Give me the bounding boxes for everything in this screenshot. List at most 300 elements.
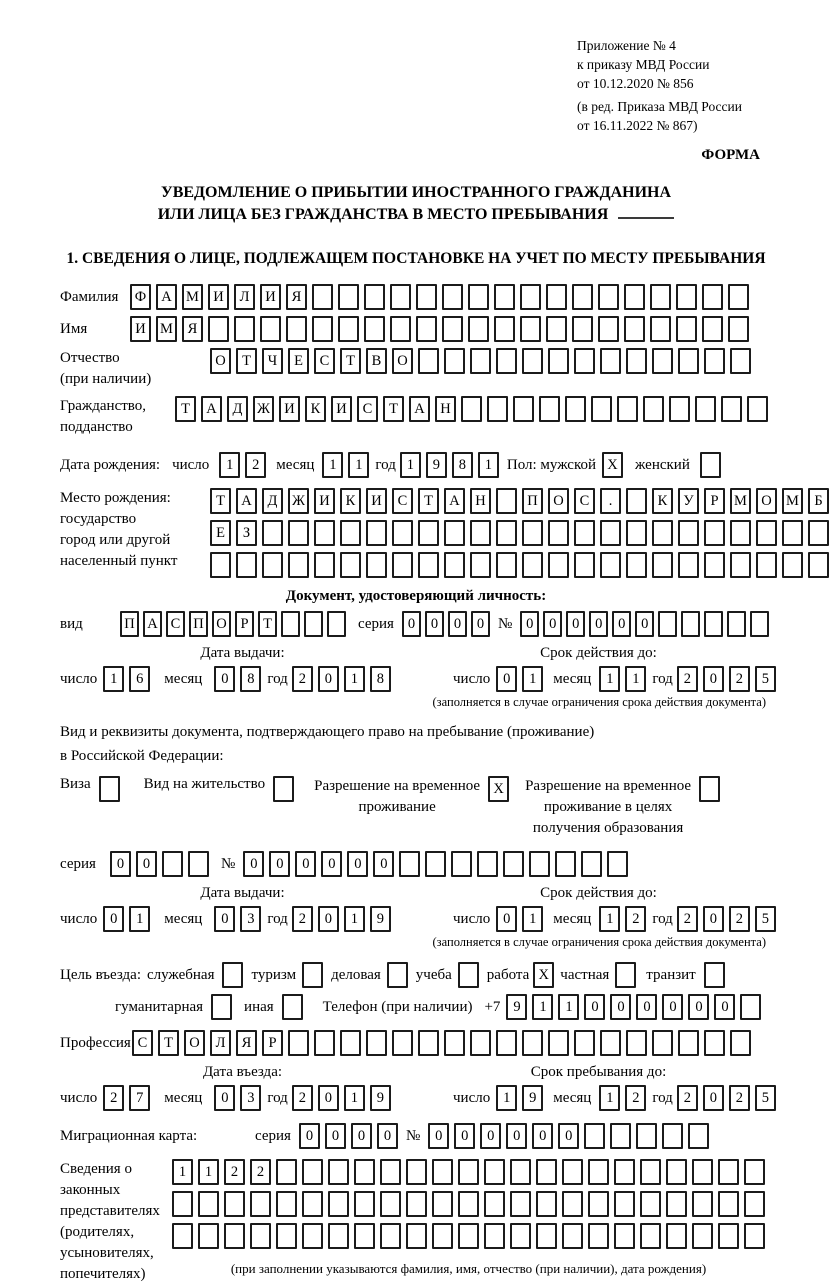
form-cell[interactable] [522,552,543,578]
form-cell[interactable] [392,1030,413,1056]
form-cell[interactable] [721,396,742,422]
form-cell[interactable] [496,520,517,546]
form-cell[interactable] [262,520,283,546]
form-cell[interactable]: Ж [253,396,274,422]
form-cell[interactable]: 0 [566,611,585,637]
purpose-business-checkbox[interactable] [387,962,408,988]
form-cell[interactable]: Т [158,1030,179,1056]
form-cell[interactable]: А [409,396,430,422]
form-cell[interactable] [555,851,576,877]
form-cell[interactable] [354,1223,375,1249]
form-cell[interactable] [276,1223,297,1249]
form-cell[interactable]: 0 [610,994,631,1020]
form-cell[interactable] [666,1159,687,1185]
form-cell[interactable] [756,520,777,546]
form-cell[interactable]: 9 [370,1085,391,1111]
form-cell[interactable]: А [201,396,222,422]
form-cell[interactable]: 2 [245,452,266,478]
form-cell[interactable] [727,611,746,637]
form-cell[interactable] [312,316,333,342]
form-cell[interactable] [198,1191,219,1217]
form-cell[interactable] [572,284,593,310]
form-cell[interactable]: 0 [299,1123,320,1149]
form-cell[interactable] [574,520,595,546]
form-cell[interactable] [643,396,664,422]
form-cell[interactable] [484,1223,505,1249]
form-cell[interactable] [636,1123,657,1149]
form-cell[interactable] [312,284,333,310]
form-cell[interactable] [704,1030,725,1056]
form-cell[interactable] [442,316,463,342]
form-cell[interactable]: И [331,396,352,422]
form-cell[interactable] [302,1159,323,1185]
form-cell[interactable] [588,1159,609,1185]
form-cell[interactable] [314,520,335,546]
form-cell[interactable]: 1 [532,994,553,1020]
purpose-private-checkbox[interactable] [615,962,636,988]
form-cell[interactable] [314,1030,335,1056]
form-cell[interactable] [458,1223,479,1249]
form-cell[interactable]: Т [236,348,257,374]
form-cell[interactable] [250,1191,271,1217]
form-cell[interactable] [276,1191,297,1217]
form-cell[interactable]: П [522,488,543,514]
form-cell[interactable] [281,611,300,637]
form-cell[interactable]: 1 [496,1085,517,1111]
form-cell[interactable] [327,611,346,637]
form-cell[interactable] [211,994,232,1020]
purpose-transit-checkbox[interactable] [704,962,725,988]
form-cell[interactable] [624,284,645,310]
form-cell[interactable] [718,1159,739,1185]
form-cell[interactable] [640,1223,661,1249]
form-cell[interactable] [607,851,628,877]
form-cell[interactable] [704,520,725,546]
form-cell[interactable]: О [212,611,231,637]
form-cell[interactable]: 2 [677,666,698,692]
form-cell[interactable] [650,284,671,310]
form-cell[interactable] [730,1030,751,1056]
form-cell[interactable]: 1 [198,1159,219,1185]
form-cell[interactable]: . [600,488,621,514]
form-cell[interactable] [718,1223,739,1249]
form-cell[interactable] [718,1191,739,1217]
form-cell[interactable] [406,1223,427,1249]
form-cell[interactable] [574,1030,595,1056]
form-cell[interactable] [536,1159,557,1185]
form-cell[interactable] [340,552,361,578]
form-cell[interactable]: И [279,396,300,422]
form-cell[interactable] [276,1159,297,1185]
form-cell[interactable]: 1 [344,906,365,932]
form-cell[interactable]: X [602,452,623,478]
form-cell[interactable] [340,1030,361,1056]
form-cell[interactable] [669,396,690,422]
form-cell[interactable] [640,1159,661,1185]
form-cell[interactable] [728,316,749,342]
form-cell[interactable]: 0 [373,851,394,877]
form-cell[interactable] [562,1191,583,1217]
purpose-study-checkbox[interactable] [458,962,479,988]
purpose-work-checkbox[interactable] [533,962,554,988]
form-cell[interactable]: О [210,348,231,374]
form-cell[interactable] [236,552,257,578]
form-cell[interactable] [598,316,619,342]
form-cell[interactable]: Д [262,488,283,514]
form-cell[interactable] [652,520,673,546]
form-cell[interactable]: 0 [703,666,724,692]
form-cell[interactable] [444,552,465,578]
form-cell[interactable] [626,552,647,578]
form-cell[interactable]: 0 [703,906,724,932]
form-cell[interactable] [562,1223,583,1249]
form-cell[interactable]: О [184,1030,205,1056]
form-cell[interactable] [418,552,439,578]
form-cell[interactable]: 1 [129,906,150,932]
form-cell[interactable] [354,1191,375,1217]
form-cell[interactable] [650,316,671,342]
form-cell[interactable]: Т [210,488,231,514]
form-cell[interactable] [224,1191,245,1217]
form-cell[interactable] [444,1030,465,1056]
form-cell[interactable] [704,962,725,988]
form-cell[interactable] [744,1223,765,1249]
form-cell[interactable] [600,520,621,546]
form-cell[interactable]: 0 [243,851,264,877]
form-cell[interactable] [444,348,465,374]
form-cell[interactable] [744,1191,765,1217]
form-cell[interactable]: 0 [636,994,657,1020]
form-cell[interactable]: 0 [584,994,605,1020]
form-cell[interactable] [162,851,183,877]
form-cell[interactable]: 1 [322,452,343,478]
form-cell[interactable] [614,1191,635,1217]
form-cell[interactable]: 0 [318,906,339,932]
form-cell[interactable] [548,552,569,578]
form-cell[interactable] [468,316,489,342]
form-cell[interactable]: К [652,488,673,514]
form-cell[interactable]: 1 [599,1085,620,1111]
form-cell[interactable]: 0 [269,851,290,877]
form-cell[interactable]: Т [383,396,404,422]
purpose-humanitarian-checkbox[interactable] [211,994,232,1020]
form-cell[interactable]: 1 [348,452,369,478]
residence-permit-checkbox[interactable] [273,776,294,802]
form-cell[interactable] [652,348,673,374]
form-cell[interactable]: 0 [321,851,342,877]
form-cell[interactable] [366,1030,387,1056]
form-cell[interactable]: 0 [318,666,339,692]
form-cell[interactable] [425,851,446,877]
form-cell[interactable]: 3 [240,906,261,932]
form-cell[interactable] [652,1030,673,1056]
form-cell[interactable]: 0 [347,851,368,877]
form-cell[interactable] [808,552,829,578]
form-cell[interactable] [522,1030,543,1056]
form-cell[interactable] [364,284,385,310]
form-cell[interactable] [740,994,761,1020]
form-cell[interactable] [808,520,829,546]
form-cell[interactable]: Т [175,396,196,422]
form-cell[interactable]: 7 [129,1085,150,1111]
form-cell[interactable]: 0 [377,1123,398,1149]
form-cell[interactable]: 2 [292,1085,313,1111]
form-cell[interactable]: 0 [318,1085,339,1111]
form-cell[interactable] [304,611,323,637]
form-cell[interactable]: 0 [214,1085,235,1111]
form-cell[interactable] [548,520,569,546]
form-cell[interactable]: 2 [729,906,750,932]
form-cell[interactable]: Н [435,396,456,422]
form-cell[interactable] [418,520,439,546]
form-cell[interactable] [704,348,725,374]
form-cell[interactable] [510,1159,531,1185]
form-cell[interactable]: 5 [755,906,776,932]
form-cell[interactable] [387,962,408,988]
form-cell[interactable] [678,552,699,578]
form-cell[interactable]: 8 [452,452,473,478]
purpose-tourism-checkbox[interactable] [302,962,323,988]
form-cell[interactable] [681,611,700,637]
form-cell[interactable] [416,316,437,342]
form-cell[interactable] [234,316,255,342]
form-cell[interactable]: М [730,488,751,514]
form-cell[interactable]: 9 [426,452,447,478]
form-cell[interactable]: 2 [250,1159,271,1185]
form-cell[interactable] [260,316,281,342]
form-cell[interactable] [494,284,515,310]
form-cell[interactable] [496,488,517,514]
form-cell[interactable]: 0 [448,611,467,637]
form-cell[interactable] [666,1223,687,1249]
form-cell[interactable]: У [678,488,699,514]
form-cell[interactable]: Л [210,1030,231,1056]
form-cell[interactable] [692,1159,713,1185]
form-cell[interactable]: С [166,611,185,637]
form-cell[interactable] [418,348,439,374]
form-cell[interactable] [572,316,593,342]
form-cell[interactable] [366,552,387,578]
form-cell[interactable]: Б [808,488,829,514]
form-cell[interactable]: Ж [288,488,309,514]
form-cell[interactable] [188,851,209,877]
form-cell[interactable] [314,552,335,578]
form-cell[interactable] [172,1223,193,1249]
form-cell[interactable]: Р [262,1030,283,1056]
form-cell[interactable]: 1 [344,666,365,692]
form-cell[interactable] [432,1191,453,1217]
form-cell[interactable] [503,851,524,877]
form-cell[interactable]: 2 [224,1159,245,1185]
form-cell[interactable] [392,552,413,578]
form-cell[interactable] [458,962,479,988]
form-cell[interactable] [522,348,543,374]
form-cell[interactable] [262,552,283,578]
form-cell[interactable]: Т [340,348,361,374]
form-cell[interactable] [546,284,567,310]
form-cell[interactable]: Е [288,348,309,374]
form-cell[interactable] [513,396,534,422]
form-cell[interactable]: Н [470,488,491,514]
form-cell[interactable] [730,348,751,374]
form-cell[interactable]: О [756,488,777,514]
form-cell[interactable]: 0 [496,666,517,692]
form-cell[interactable] [477,851,498,877]
form-cell[interactable]: О [392,348,413,374]
form-cell[interactable]: 1 [172,1159,193,1185]
form-cell[interactable] [328,1159,349,1185]
form-cell[interactable]: С [314,348,335,374]
form-cell[interactable]: 0 [103,906,124,932]
form-cell[interactable]: И [260,284,281,310]
form-cell[interactable] [380,1191,401,1217]
form-cell[interactable] [588,1223,609,1249]
temp-residence-checkbox[interactable] [488,776,509,802]
form-cell[interactable] [756,552,777,578]
form-cell[interactable] [390,316,411,342]
form-cell[interactable] [692,1223,713,1249]
form-cell[interactable] [598,284,619,310]
form-cell[interactable]: 5 [755,666,776,692]
form-cell[interactable] [626,1030,647,1056]
form-cell[interactable] [458,1159,479,1185]
form-cell[interactable] [548,1030,569,1056]
form-cell[interactable] [782,552,803,578]
form-cell[interactable] [584,1123,605,1149]
purpose-official-checkbox[interactable] [222,962,243,988]
form-cell[interactable] [288,552,309,578]
form-cell[interactable]: 9 [506,994,527,1020]
form-cell[interactable]: 0 [136,851,157,877]
form-cell[interactable]: 1 [558,994,579,1020]
visa-checkbox[interactable] [99,776,120,802]
form-cell[interactable]: 0 [425,611,444,637]
form-cell[interactable] [366,520,387,546]
form-cell[interactable]: 0 [471,611,490,637]
form-cell[interactable] [688,1123,709,1149]
form-cell[interactable] [288,1030,309,1056]
form-cell[interactable] [700,452,721,478]
form-cell[interactable] [487,396,508,422]
form-cell[interactable] [444,520,465,546]
form-cell[interactable]: К [305,396,326,422]
form-cell[interactable] [399,851,420,877]
form-cell[interactable] [546,316,567,342]
form-cell[interactable] [432,1223,453,1249]
form-cell[interactable] [699,776,720,802]
form-cell[interactable] [470,520,491,546]
form-cell[interactable] [728,284,749,310]
form-cell[interactable]: В [366,348,387,374]
form-cell[interactable]: 0 [428,1123,449,1149]
form-cell[interactable] [702,284,723,310]
form-cell[interactable] [406,1191,427,1217]
form-cell[interactable] [338,284,359,310]
sex-female-checkbox[interactable] [700,452,721,478]
form-cell[interactable]: М [782,488,803,514]
form-cell[interactable] [539,396,560,422]
temp-residence-edu-checkbox[interactable] [699,776,720,802]
form-cell[interactable]: 0 [589,611,608,637]
form-cell[interactable] [282,994,303,1020]
form-cell[interactable]: З [236,520,257,546]
form-cell[interactable] [392,520,413,546]
form-cell[interactable]: М [156,316,177,342]
form-cell[interactable] [747,396,768,422]
form-cell[interactable] [302,1223,323,1249]
form-cell[interactable] [496,552,517,578]
form-cell[interactable]: 2 [729,1085,750,1111]
form-cell[interactable]: Д [227,396,248,422]
form-cell[interactable] [380,1223,401,1249]
form-cell[interactable] [610,1123,631,1149]
form-cell[interactable]: Ч [262,348,283,374]
form-cell[interactable] [286,316,307,342]
form-cell[interactable] [662,1123,683,1149]
form-cell[interactable] [565,396,586,422]
form-cell[interactable]: 0 [688,994,709,1020]
form-cell[interactable] [600,348,621,374]
form-cell[interactable]: 0 [714,994,735,1020]
form-cell[interactable]: Я [286,284,307,310]
form-cell[interactable] [730,552,751,578]
form-cell[interactable] [615,962,636,988]
form-cell[interactable] [510,1191,531,1217]
form-cell[interactable]: 0 [520,611,539,637]
form-cell[interactable]: 0 [454,1123,475,1149]
form-cell[interactable]: 1 [103,666,124,692]
form-cell[interactable]: С [574,488,595,514]
form-cell[interactable]: Я [182,316,203,342]
form-cell[interactable] [390,284,411,310]
form-cell[interactable]: X [533,962,554,988]
form-cell[interactable] [520,316,541,342]
form-cell[interactable] [614,1223,635,1249]
purpose-other-checkbox[interactable] [282,994,303,1020]
form-cell[interactable] [529,851,550,877]
form-cell[interactable]: 2 [625,1085,646,1111]
form-cell[interactable] [418,1030,439,1056]
form-cell[interactable] [666,1191,687,1217]
form-cell[interactable]: И [130,316,151,342]
form-cell[interactable] [406,1159,427,1185]
form-cell[interactable]: Е [210,520,231,546]
form-cell[interactable] [510,1223,531,1249]
form-cell[interactable] [640,1191,661,1217]
form-cell[interactable]: 1 [599,906,620,932]
form-cell[interactable] [600,552,621,578]
form-cell[interactable]: 2 [292,666,313,692]
form-cell[interactable] [470,552,491,578]
form-cell[interactable]: Р [235,611,254,637]
form-cell[interactable]: 1 [478,452,499,478]
sex-male-checkbox[interactable] [602,452,623,478]
form-cell[interactable] [704,611,723,637]
form-cell[interactable] [494,316,515,342]
form-cell[interactable]: 9 [370,906,391,932]
form-cell[interactable]: 0 [662,994,683,1020]
form-cell[interactable]: 0 [110,851,131,877]
form-cell[interactable]: 0 [214,666,235,692]
form-cell[interactable] [744,1159,765,1185]
form-cell[interactable]: 1 [400,452,421,478]
form-cell[interactable] [468,284,489,310]
form-cell[interactable] [198,1223,219,1249]
form-cell[interactable]: 1 [599,666,620,692]
form-cell[interactable]: 2 [103,1085,124,1111]
form-cell[interactable] [678,348,699,374]
form-cell[interactable]: 0 [543,611,562,637]
